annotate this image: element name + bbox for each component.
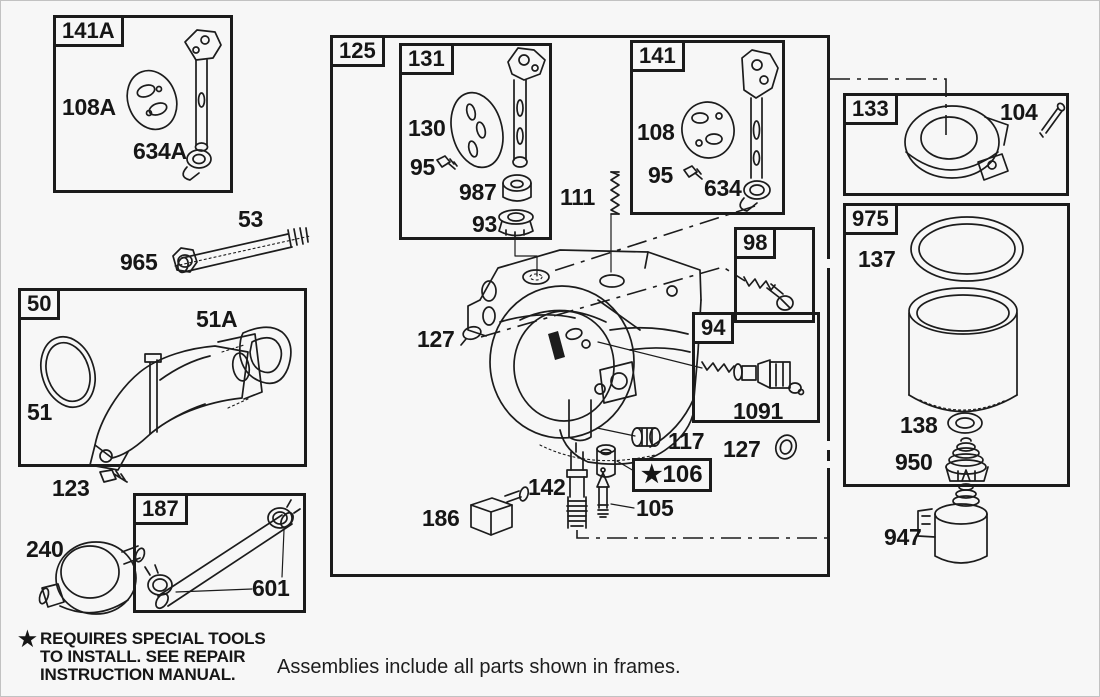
part-label-93: 93 <box>472 211 497 237</box>
welch-plug-127 <box>461 325 482 345</box>
throttle-plate-108 <box>678 98 739 162</box>
frame-label-141: 141 <box>630 40 685 72</box>
screw-123 <box>100 470 127 482</box>
part-label-95-choke: 95 <box>410 154 435 180</box>
part-label-601: 601 <box>252 575 290 601</box>
idle-speed-screw-98 <box>744 277 793 310</box>
part-label-634A: 634A <box>133 138 187 164</box>
frame-label-131: 131 <box>399 43 454 75</box>
part-label-186: 186 <box>422 505 460 531</box>
frame-label-98: 98 <box>734 227 776 259</box>
frame-label-50: 50 <box>18 288 60 320</box>
star-icon: ★ <box>18 628 37 651</box>
part-label-104: 104 <box>1000 99 1038 125</box>
inlet-elbow-186 <box>471 486 530 535</box>
choke-plate-130 <box>444 87 511 173</box>
part-label-965: 965 <box>120 249 158 275</box>
part-label-130: 130 <box>408 115 446 141</box>
fuel-solenoid-947 <box>918 470 987 563</box>
carburetor-body <box>468 250 701 464</box>
part-label-950: 950 <box>895 449 933 475</box>
screw-95-choke <box>437 156 457 169</box>
nut-965 <box>173 248 197 272</box>
part-label-137: 137 <box>858 246 896 272</box>
part-label-947: 947 <box>884 524 922 550</box>
part-label-111: 111 <box>560 184 595 210</box>
special-tools-note-line3: INSTRUCTION MANUAL. <box>40 665 236 684</box>
intake-manifold-51 <box>90 334 262 470</box>
part-label-117: 117 <box>668 428 705 454</box>
frame-label-975: 975 <box>843 203 898 235</box>
part-label-95-throttle: 95 <box>648 162 673 188</box>
float-bowl-975 <box>909 288 1017 412</box>
part-label-108A: 108A <box>62 94 116 120</box>
frame-label-125: 125 <box>330 35 385 67</box>
foam-seal-634A <box>183 150 211 180</box>
assemblies-note: Assemblies include all parts shown in frames. <box>277 656 681 678</box>
part-label-142: 142 <box>528 474 566 500</box>
part-label-240: 240 <box>26 536 64 562</box>
breather-tube-53 <box>175 228 310 273</box>
choke-shaft-141A <box>185 30 221 151</box>
hinge-pin-104 <box>1040 102 1066 137</box>
float-133 <box>905 106 1008 180</box>
needle-seat-1091 <box>702 360 804 395</box>
bowl-gasket-137 <box>911 217 1023 281</box>
special-tools-note-line2: TO INSTALL. SEE REPAIR <box>40 647 246 666</box>
spring-111 <box>611 172 619 214</box>
part-label-53: 53 <box>238 206 263 232</box>
part-label-138: 138 <box>900 412 938 438</box>
part-label-123: 123 <box>52 475 90 501</box>
part-label-634: 634 <box>704 175 742 201</box>
washer-138 <box>948 413 982 433</box>
throttle-shaft-141 <box>742 50 778 178</box>
part-label-105: 105 <box>636 495 674 521</box>
frame-label-94: 94 <box>692 312 734 344</box>
frame-label-187: 187 <box>133 493 188 525</box>
oring-127-bowl <box>773 432 799 461</box>
part-label-1091: 1091 <box>733 398 783 424</box>
part-label-108: 108 <box>637 119 675 145</box>
part-label-51: 51 <box>27 399 52 425</box>
choke-shaft-131 <box>508 48 545 167</box>
bushing-987 <box>503 175 531 201</box>
screw-95-throttle <box>684 166 702 179</box>
part-label-127-body: 127 <box>417 326 455 352</box>
special-tools-note-line1: REQUIRES SPECIAL TOOLS <box>40 629 266 648</box>
leader-lines <box>481 79 946 538</box>
frame-label-141A: 141A <box>53 15 124 47</box>
seal-93 <box>499 210 533 237</box>
throttle-plate-108A <box>119 64 185 137</box>
frame-label-133: 133 <box>843 93 898 125</box>
part-label-127-bowl: 127 <box>723 436 761 462</box>
frame-125-border <box>332 35 829 577</box>
special-tool-label-106: ★106 <box>632 458 712 492</box>
part-label-51A: 51A <box>196 306 238 332</box>
part-label-987: 987 <box>459 179 497 205</box>
